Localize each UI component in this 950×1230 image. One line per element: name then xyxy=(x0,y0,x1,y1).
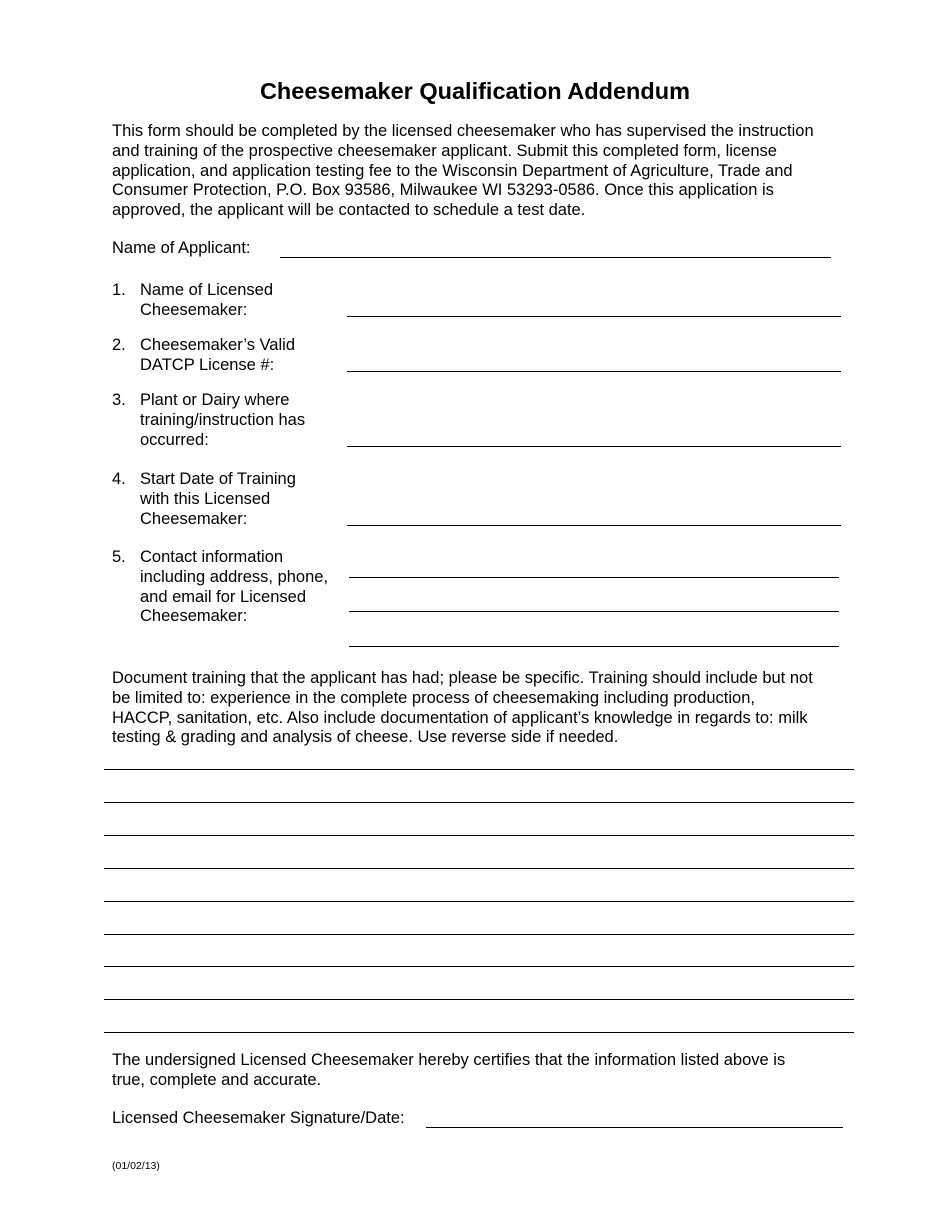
intro-line: application, and application testing fee to the Wisconsin Department of Agriculture, Trade and xyxy=(112,161,793,180)
training-instructions xyxy=(112,669,852,748)
license-number-field[interactable] xyxy=(347,350,841,372)
item-label-training-start-date: Start Date of Training with this Licensed Cheesemaker: xyxy=(140,470,296,528)
item-number: 3. xyxy=(112,391,126,409)
intro-line: and training of the prospective cheesemaker applicant. Submit this completed form, license xyxy=(112,141,777,160)
item-number: 2. xyxy=(112,336,126,354)
certification-line: true, complete and accurate. xyxy=(112,1070,322,1089)
contact-info-field-line-3[interactable] xyxy=(349,625,839,647)
applicant-name-label: Name of Applicant: xyxy=(112,239,251,257)
applicant-name-field[interactable] xyxy=(280,236,831,258)
item-label-training-location: Plant or Dairy where training/instruction has occurred: xyxy=(140,391,306,449)
item-label-contact-information: Contact information including address, phone, and email for Licensed Cheesemaker: xyxy=(140,548,329,626)
item-label-license-number: Cheesemaker’s Valid DATCP License #: xyxy=(140,336,295,374)
certification-statement xyxy=(112,1051,852,1091)
training-instructions-line: be limited to: experience in the complete process of cheesemaking including production, xyxy=(112,688,755,707)
training-instructions-line: Document training that the applicant has had; please be specific. Training should include but not xyxy=(112,669,813,687)
training-location-field[interactable] xyxy=(347,425,841,447)
signature-label: Licensed Cheesemaker Signature/Date: xyxy=(112,1109,405,1127)
training-ruled-line xyxy=(104,1032,854,1033)
intro-paragraph xyxy=(112,122,852,221)
contact-info-field-line-2[interactable] xyxy=(349,590,839,612)
training-documentation-field[interactable] xyxy=(104,752,854,1032)
item-label-licensed-cheesemaker: Name of Licensed Cheesemaker: xyxy=(140,281,273,319)
item-number: 1. xyxy=(112,281,126,299)
intro-line: approved, the applicant will be contacted to schedule a test date. xyxy=(112,201,586,220)
item-number: 4. xyxy=(112,470,126,488)
training-start-date-field[interactable] xyxy=(347,504,841,526)
intro-line: This form should be completed by the licensed cheesemaker who has supervised the instruction xyxy=(112,122,814,140)
intro-line: Consumer Protection, P.O. Box 93586, Milwaukee WI 53293-0586. Once this application is xyxy=(112,181,774,200)
certification-line: The undersigned Licensed Cheesemaker hereby certifies that the information listed above is xyxy=(112,1051,786,1069)
licensed-cheesemaker-field[interactable] xyxy=(347,295,841,317)
contact-info-field-line-1[interactable] xyxy=(349,556,839,578)
item-number: 5. xyxy=(112,548,126,566)
training-instructions-line: HACCP, sanitation, etc. Also include documentation of applicant’s knowledge in regards to: milk xyxy=(112,708,808,727)
training-instructions-line: testing & grading and analysis of cheese. Use reverse side if needed. xyxy=(112,728,619,747)
form-title: Cheesemaker Qualification Addendum xyxy=(259,78,691,104)
signature-date-field[interactable] xyxy=(426,1106,843,1128)
revision-date: (01/02/13) xyxy=(112,1160,160,1172)
